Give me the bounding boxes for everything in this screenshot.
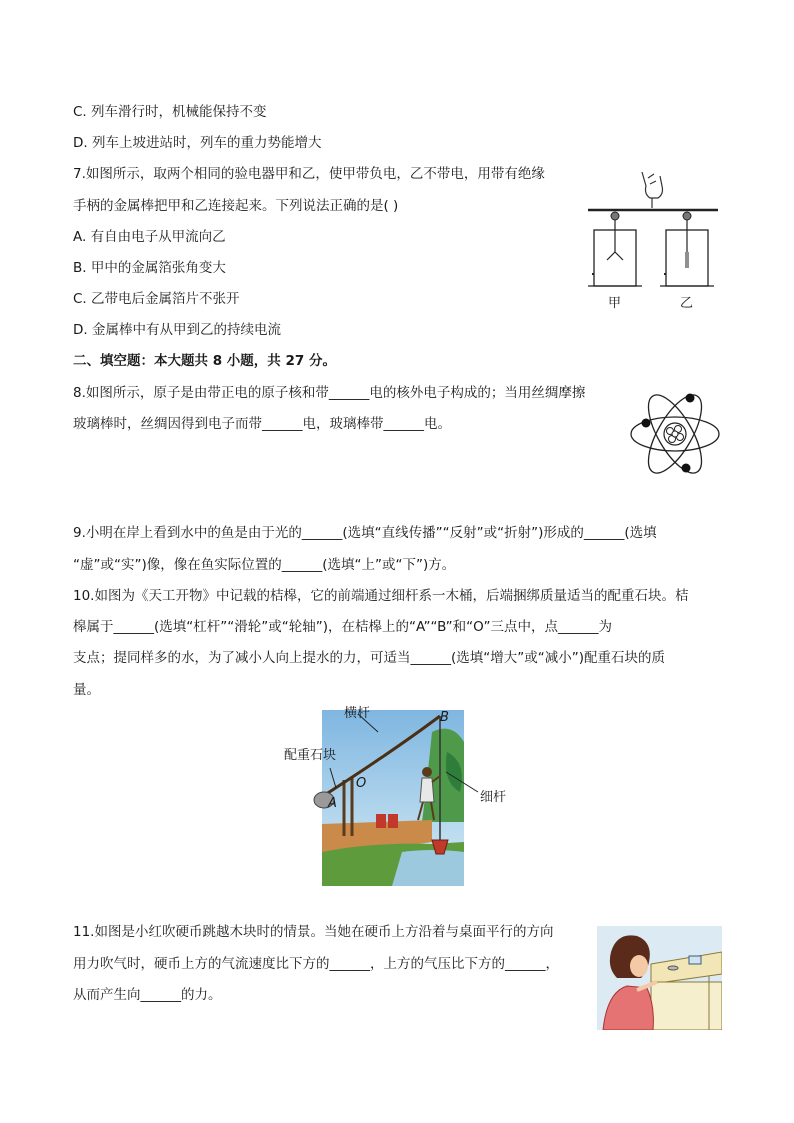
blowing-coin-figure bbox=[597, 926, 722, 1030]
q11-line2: 用力吹气时，硬币上方的气流速度比下方的______，上方的气压比下方的______， bbox=[73, 956, 559, 972]
label-jia: 甲 bbox=[608, 296, 622, 311]
q9-line1: 9.小明在岸上看到水中的鱼是由于光的______(选填“直线传播”“反射”或“折射”)形成的______(选填 bbox=[73, 525, 657, 541]
q7-option-d: D. 金属棒中有从甲到乙的持续电流 bbox=[73, 322, 281, 338]
q9-line2: “虚”或“实”)像，像在鱼实际位置的______(选填“上”或“下”)方。 bbox=[73, 557, 456, 573]
q10-line4: 量。 bbox=[73, 682, 100, 698]
q8-line1: 8.如图所示，原子是由带正电的原子核和带______电的核外电子构成的；当用丝绸摩擦 bbox=[73, 385, 586, 401]
electroscope-figure bbox=[584, 168, 724, 316]
q8-line2: 玻璃棒时，丝绸因得到电子而带______电，玻璃棒带______电。 bbox=[73, 416, 451, 432]
label-counterweight: 配重石块 bbox=[284, 748, 337, 763]
q11-line1: 11.如图是小红吹硬币跳越木块时的情景。当她在硬币上方沿着与桌面平行的方向 bbox=[73, 924, 554, 940]
section-heading: 二、填空题：本大题共 8 小题，共 27 分。 bbox=[73, 353, 336, 369]
well-sweep-figure bbox=[282, 702, 522, 888]
point-a-label: A bbox=[328, 796, 337, 811]
atom-drawing bbox=[628, 386, 722, 482]
q11-line3: 从而产生向______的力。 bbox=[73, 987, 222, 1003]
q6-option-d: D. 列车上坡进站时，列车的重力势能增大 bbox=[73, 135, 322, 151]
blowing-coin-drawing bbox=[597, 926, 722, 1030]
atom-figure bbox=[628, 386, 722, 482]
point-o-label: O bbox=[356, 776, 367, 791]
q7-stem-line2: 手柄的金属棒把甲和乙连接起来。下列说法正确的是( ) bbox=[73, 198, 399, 214]
q6-option-c: C. 列车滑行时，机械能保持不变 bbox=[73, 104, 267, 120]
q7-option-a: A. 有自由电子从甲流向乙 bbox=[73, 229, 226, 245]
q10-line3: 支点；提同样多的水，为了减小人向上提水的力，可适当______(选填“增大”或“减小”)配重石块的质 bbox=[73, 650, 666, 666]
label-rod: 细杆 bbox=[480, 790, 507, 805]
point-b-label: B bbox=[440, 710, 449, 725]
label-beam: 横杆 bbox=[344, 706, 371, 721]
q7-option-b: B. 甲中的金属箔张角变大 bbox=[73, 260, 226, 276]
q7-option-c: C. 乙带电后金属箔片不张开 bbox=[73, 291, 240, 307]
q10-line1: 10.如图为《天工开物》中记载的桔槔，它的前端通过细杆系一木桶，后端捆绑质量适当的配重石块。桔 bbox=[73, 588, 689, 604]
q7-stem-line1: 7.如图所示，取两个相同的验电器甲和乙，使甲带负电，乙不带电，用带有绝缘 bbox=[73, 166, 545, 182]
q10-line2: 槔属于______(选填“杠杆”“滑轮”或“轮轴”)，在桔槔上的“A”“B”和“O”三点中，点______为 bbox=[73, 619, 613, 635]
electroscope-drawing bbox=[584, 168, 724, 316]
label-yi: 乙 bbox=[680, 296, 694, 311]
